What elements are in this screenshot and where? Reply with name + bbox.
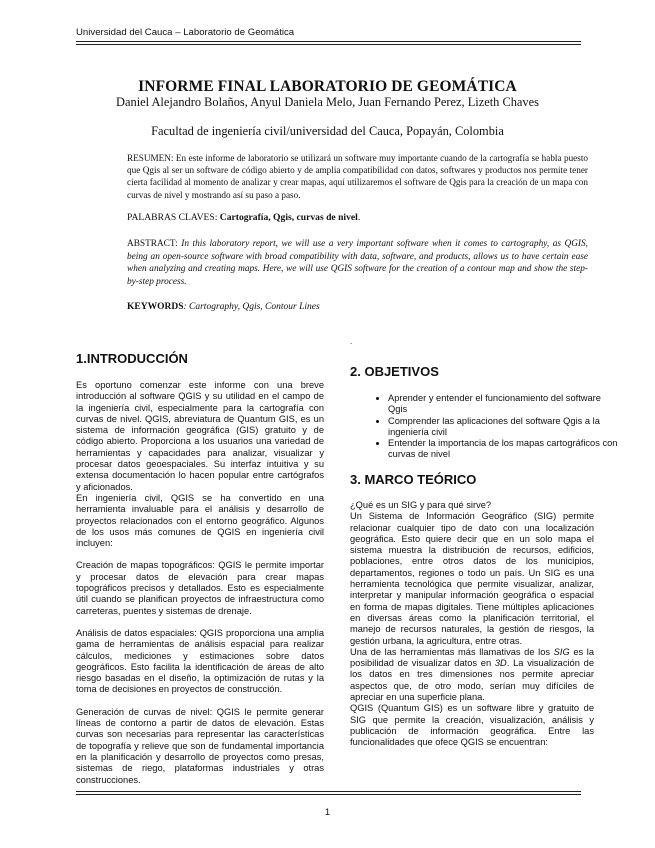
marco-paragraph-3: QGIS (Quantum GIS) es un software libre y gratuito de SIG que permite la creación, visualización, análisis y publicación de información geográfica. Entre las funcionalidades que ofece QGIS se encuentran: <box>350 703 594 748</box>
intro-column <box>76 380 324 786</box>
header-rule-double <box>76 44 581 45</box>
page-number: 1 <box>324 807 331 818</box>
marco-heading: 3. MARCO TEÓRICO <box>350 472 477 487</box>
intro-paragraph-1: Es oportuno comenzar este informe con una breve introducción al software QGIS y su utilidad en el campo de la ingeniería civil, especialmente para la cartografía con curvas de nivel. QGIS, abreviatura de Quantum GIS, es un sistema de información geográfica (GIS) gratuito y de código abierto. Proporciona a los usuarios una variedad de herramientas y capacidades para analizar, visualizar y procesar datos geoespaciales. Su interfaz intuitiva y su extensa documentación lo hacen popular entre cartógrafos y aficionados. <box>76 380 324 492</box>
marco-question: ¿Qué es un SIG y para qué sirve? <box>350 500 492 510</box>
intro-paragraph-3: Creación de mapas topográficos: QGIS le permite importar y procesar datos de elevación para crear mapas topográficos precisos y detallados. Esto es especialmente útil cuando se planifican proyectos de infraestructura como carreteras, puentes y sistemas de drenaje. <box>76 560 324 616</box>
keywords-label: KEYWORDS <box>127 302 184 312</box>
intro-paragraph-2: En ingeniería civil, QGIS se ha convertido en una herramienta invaluable para el análisis y desarrollo de proyectos relacionados con el entorno geográfico. Algunos de los usos más comunes de QGIS en ingeniería civil incluyen: <box>76 492 324 549</box>
objective-item: • Comprender las aplicaciones del software Qgis a la ingeniería civil <box>388 416 619 439</box>
marco-column <box>350 500 594 749</box>
objective-item: • Entender la importancia de los mapas cartográficos con curvas de nivel <box>388 438 619 461</box>
objective-item: • Aprender y entender el funcionamiento del software Qgis <box>388 393 619 416</box>
palabras-text: Cartografía, Qgis, curvas de nivel <box>219 212 358 223</box>
objectives-list <box>364 393 619 461</box>
header-rule <box>76 41 581 42</box>
objetivos-heading: 2. OBJETIVOS <box>350 364 439 379</box>
intro-heading: 1.INTRODUCCIÓN <box>76 351 188 366</box>
affiliation: Facultad de ingeniería civil/universidad del Cauca, Popayán, Colombia <box>151 124 504 138</box>
footer-rule <box>76 791 581 792</box>
keywords-text: : Cartography, Qgis, Contour Lines <box>183 302 320 312</box>
abstract-label: ABSTRACT: <box>127 239 178 249</box>
resumen-text: En este informe de laboratorio se utilizará un software muy importante cuando de la cartografía se habla puesto que Qgis al ser un software de código abierto y de amplia compatibilidad con datos, softwares y productos nos permite tener cierta facilidad al momento de analizar y crear mapas, aquí utilizaremos el software de Qgis para la creación de un mapa con curvas de nivel y mostrando así su paso a paso. <box>127 153 588 200</box>
stray-dot: . <box>350 337 353 346</box>
author-list: Daniel Alejandro Bolaños, Anyul Daniela Melo, Juan Fernando Perez, Lizeth Chaves <box>116 95 539 109</box>
palabras-end: . <box>357 212 361 223</box>
marco-paragraph-1: Un Sistema de Información Geográfico (SIG) permite relacionar cualquier tipo de dato con una localización geográfica. Esto quiere decir que en un solo mapa el sistema muestra la distribución de recursos, edificios, poblaciones, entre otros datos de los municipios, departamentos, regiones o todo un país. Un SIG es una herramienta tecnológica que permite visualizar, analizar, interpretar y manipular información geográfica o espacial en forma de mapas digitales. Tiene múltiples aplicaciones en diversas áreas como la planificación territorial, el manejo de recursos naturales, la gestión de riesgos, la gestión urbana, la agricultura, entre otras. <box>350 511 594 646</box>
resumen-label: RESUMEN: <box>127 153 174 163</box>
abstract-text: In this laboratory report, we will use a very important software when it comes to cartography, as QGIS, being an open-source software with broad compatibility with data, software, and products, allows us to have certain ease when analyzing and creating maps. Here, we will use QGIS software for the creation of a contour map and show the step-by-step process. <box>127 239 588 287</box>
marco-paragraph-2: Una de las herramientas más llamativas de los SIG es la posibilidad de visualizar datos en 3D. La visualización de los datos en tres dimensiones nos permite apreciar aspectos que, de otro modo, serían muy difíciles de apreciar en una superficie plana. <box>350 646 594 703</box>
resumen-block <box>127 152 588 201</box>
palabras-label: PALABRAS CLAVES: <box>127 212 218 223</box>
keywords-block <box>127 301 588 313</box>
intro-paragraph-5: Generación de curvas de nivel: QGIS le permite generar líneas de contorno a partir de datos de elevación. Estas curvas son necesarias para representar las características de topografía y relieve que son de fundamental importancia en la planificación y desarrollo de proyectos como presas, sistemas de riego, plataformas industriales y otras construcciones. <box>76 706 324 785</box>
abstract-block <box>127 238 588 288</box>
palabras-claves <box>127 212 588 224</box>
footer-rule-double <box>76 794 581 795</box>
running-header: Universidad del Cauca – Laboratorio de Geomática <box>76 27 295 38</box>
intro-paragraph-4: Análisis de datos espaciales: QGIS proporciona una amplia gama de herramientas de análisis espacial para realizar cálculos, mediciones y estimaciones sobre datos geográficos. Esto facilita la identificación de áreas de alto riesgo basadas en el diseño, la optimización de rutas y la toma de decisiones en proyectos de construcción. <box>76 627 324 695</box>
paper-title: INFORME FINAL LABORATORIO DE GEOMÁTICA <box>138 78 517 95</box>
